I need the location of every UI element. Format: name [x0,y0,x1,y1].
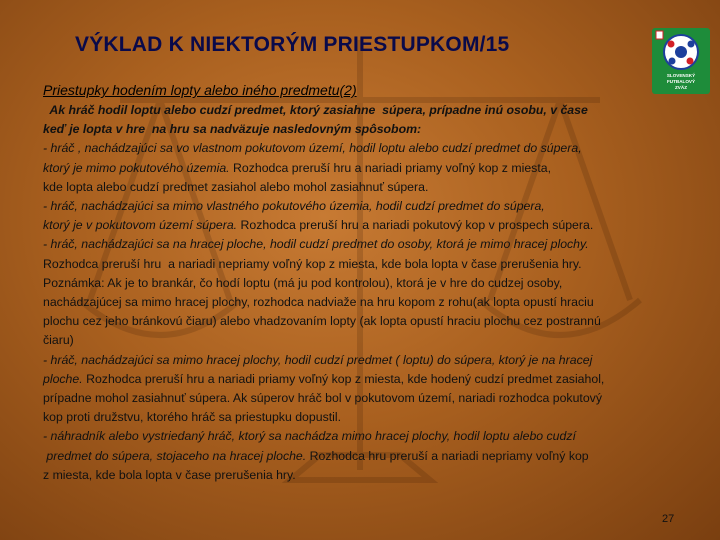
text-segment: ktorý je v pokutovom území súpera. [43,218,238,233]
text-segment: plochu cez jeho bránkovú čiaru) alebo vhadzovaním lopty (ak lopta opustí hraciu plochu cez postrannú [43,314,601,329]
text-segment: ktorý je mimo pokutového územia. [43,160,230,175]
text-line [43,427,691,446]
text-segment: keď je lopta v hre na hru sa nadväzuje nasledovným spôsobom: [43,122,422,137]
text-line [43,351,691,370]
text-segment: Rozhodca hru preruší a nariadi nepriamy voľný kop [306,448,589,463]
slide-title: VÝKLAD K NIEKTORÝM PRIESTUPKOM/15 [75,33,510,56]
text-line [43,235,691,254]
text-line [43,120,691,139]
text-segment: čiaru) [43,333,74,348]
text-segment: z miesta, kde bola lopta v čase prerušenia hry. [43,467,296,482]
text-segment: Rozhodca preruší hru a nariadi priamy voľný kop z miesta, kde hodený cudzí predmet zasiahol, [82,371,605,386]
text-line [43,197,691,216]
text-segment: - hráč , nachádzajúci sa vo vlastnom pokutovom území, hodil loptu alebo cudzí predmet do súpera, [43,141,582,156]
text-line [43,312,691,331]
logo-text-1: SLOVENSKÝ [666,73,696,78]
slide-subtitle: Priestupky hodením lopty alebo iného predmetu(2) [43,82,357,98]
page-number: 27 [662,513,675,525]
text-segment: - náhradník alebo vystriedaný hráč, ktorý sa nachádza mimo hracej plochy, hodil loptu alebo cudzí [43,429,576,444]
text-segment: Rozhodca preruší hru a nariadi nepriamy voľný kop z miesta, kde bola lopta v čase prerušenia hry. [43,256,582,271]
text-segment: Ak hráč hodil loptu alebo cudzí predmet, ktorý zasiahne súpera, prípadne inú osobu, v čase [43,103,588,117]
text-line [43,331,691,350]
text-line [43,216,691,235]
text-segment: kde lopta alebo cudzí predmet zasiahol alebo mohol zasiahnuť súpera. [43,179,429,194]
text-segment: Rozhodca preruší hru a nariadi pokutový kop v prospech súpera. [237,218,594,233]
body-text [43,101,691,485]
text-line [43,159,691,178]
text-line [43,255,691,274]
logo-text-3: ZVÄZ [675,85,687,90]
logo-text-2: FUTBALOVÝ [666,79,696,84]
text-segment: - hráč, nachádzajúci sa mimo hracej plochy, hodil cudzí predmet ( loptu) do súpera, ktorý je na hracej [43,352,593,367]
text-line [43,101,691,120]
text-segment: - hráč, nachádzajúci sa na hracej ploche, hodil cudzí predmet do osoby, ktorá je mimo hracej plochy. [43,237,589,252]
text-line [43,178,691,197]
text-line [43,447,691,466]
text-segment: ploche. [43,371,83,386]
text-line [43,274,691,293]
text-segment: kop proti družstvu, ktorého hráč sa priestupku dopustil. [43,410,342,425]
text-segment: predmet do súpera, stojaceho na hracej ploche. [43,448,307,463]
slide-body [43,80,691,485]
text-segment: nachádzajúcej sa mimo hracej plochy, rozhodca nadviaže na hru kopom z rohu(ak lopta opustí hraciu [43,295,594,310]
text-line [43,466,691,485]
text-segment: - hráč, nachádzajúci sa mimo vlastného pokutového územia, hodil cudzí predmet do súpera, [43,199,545,214]
text-line [43,408,691,427]
text-line [43,293,691,312]
text-line [43,370,691,389]
text-segment: Rozhodca preruší hru a nariadi priamy voľný kop z miesta, [229,160,551,175]
text-line [43,389,691,408]
text-segment: Poznámka: Ak je to brankár, čo hodí loptu (má ju pod kontrolou), ktorá je v hre do cudzej osoby, [43,275,563,290]
text-line [43,139,691,158]
text-segment: prípadne mohol zasiahnuť súpera. Ak súperov hráč bol v pokutovom území, nariadi rozhodca pokutový [43,391,602,406]
